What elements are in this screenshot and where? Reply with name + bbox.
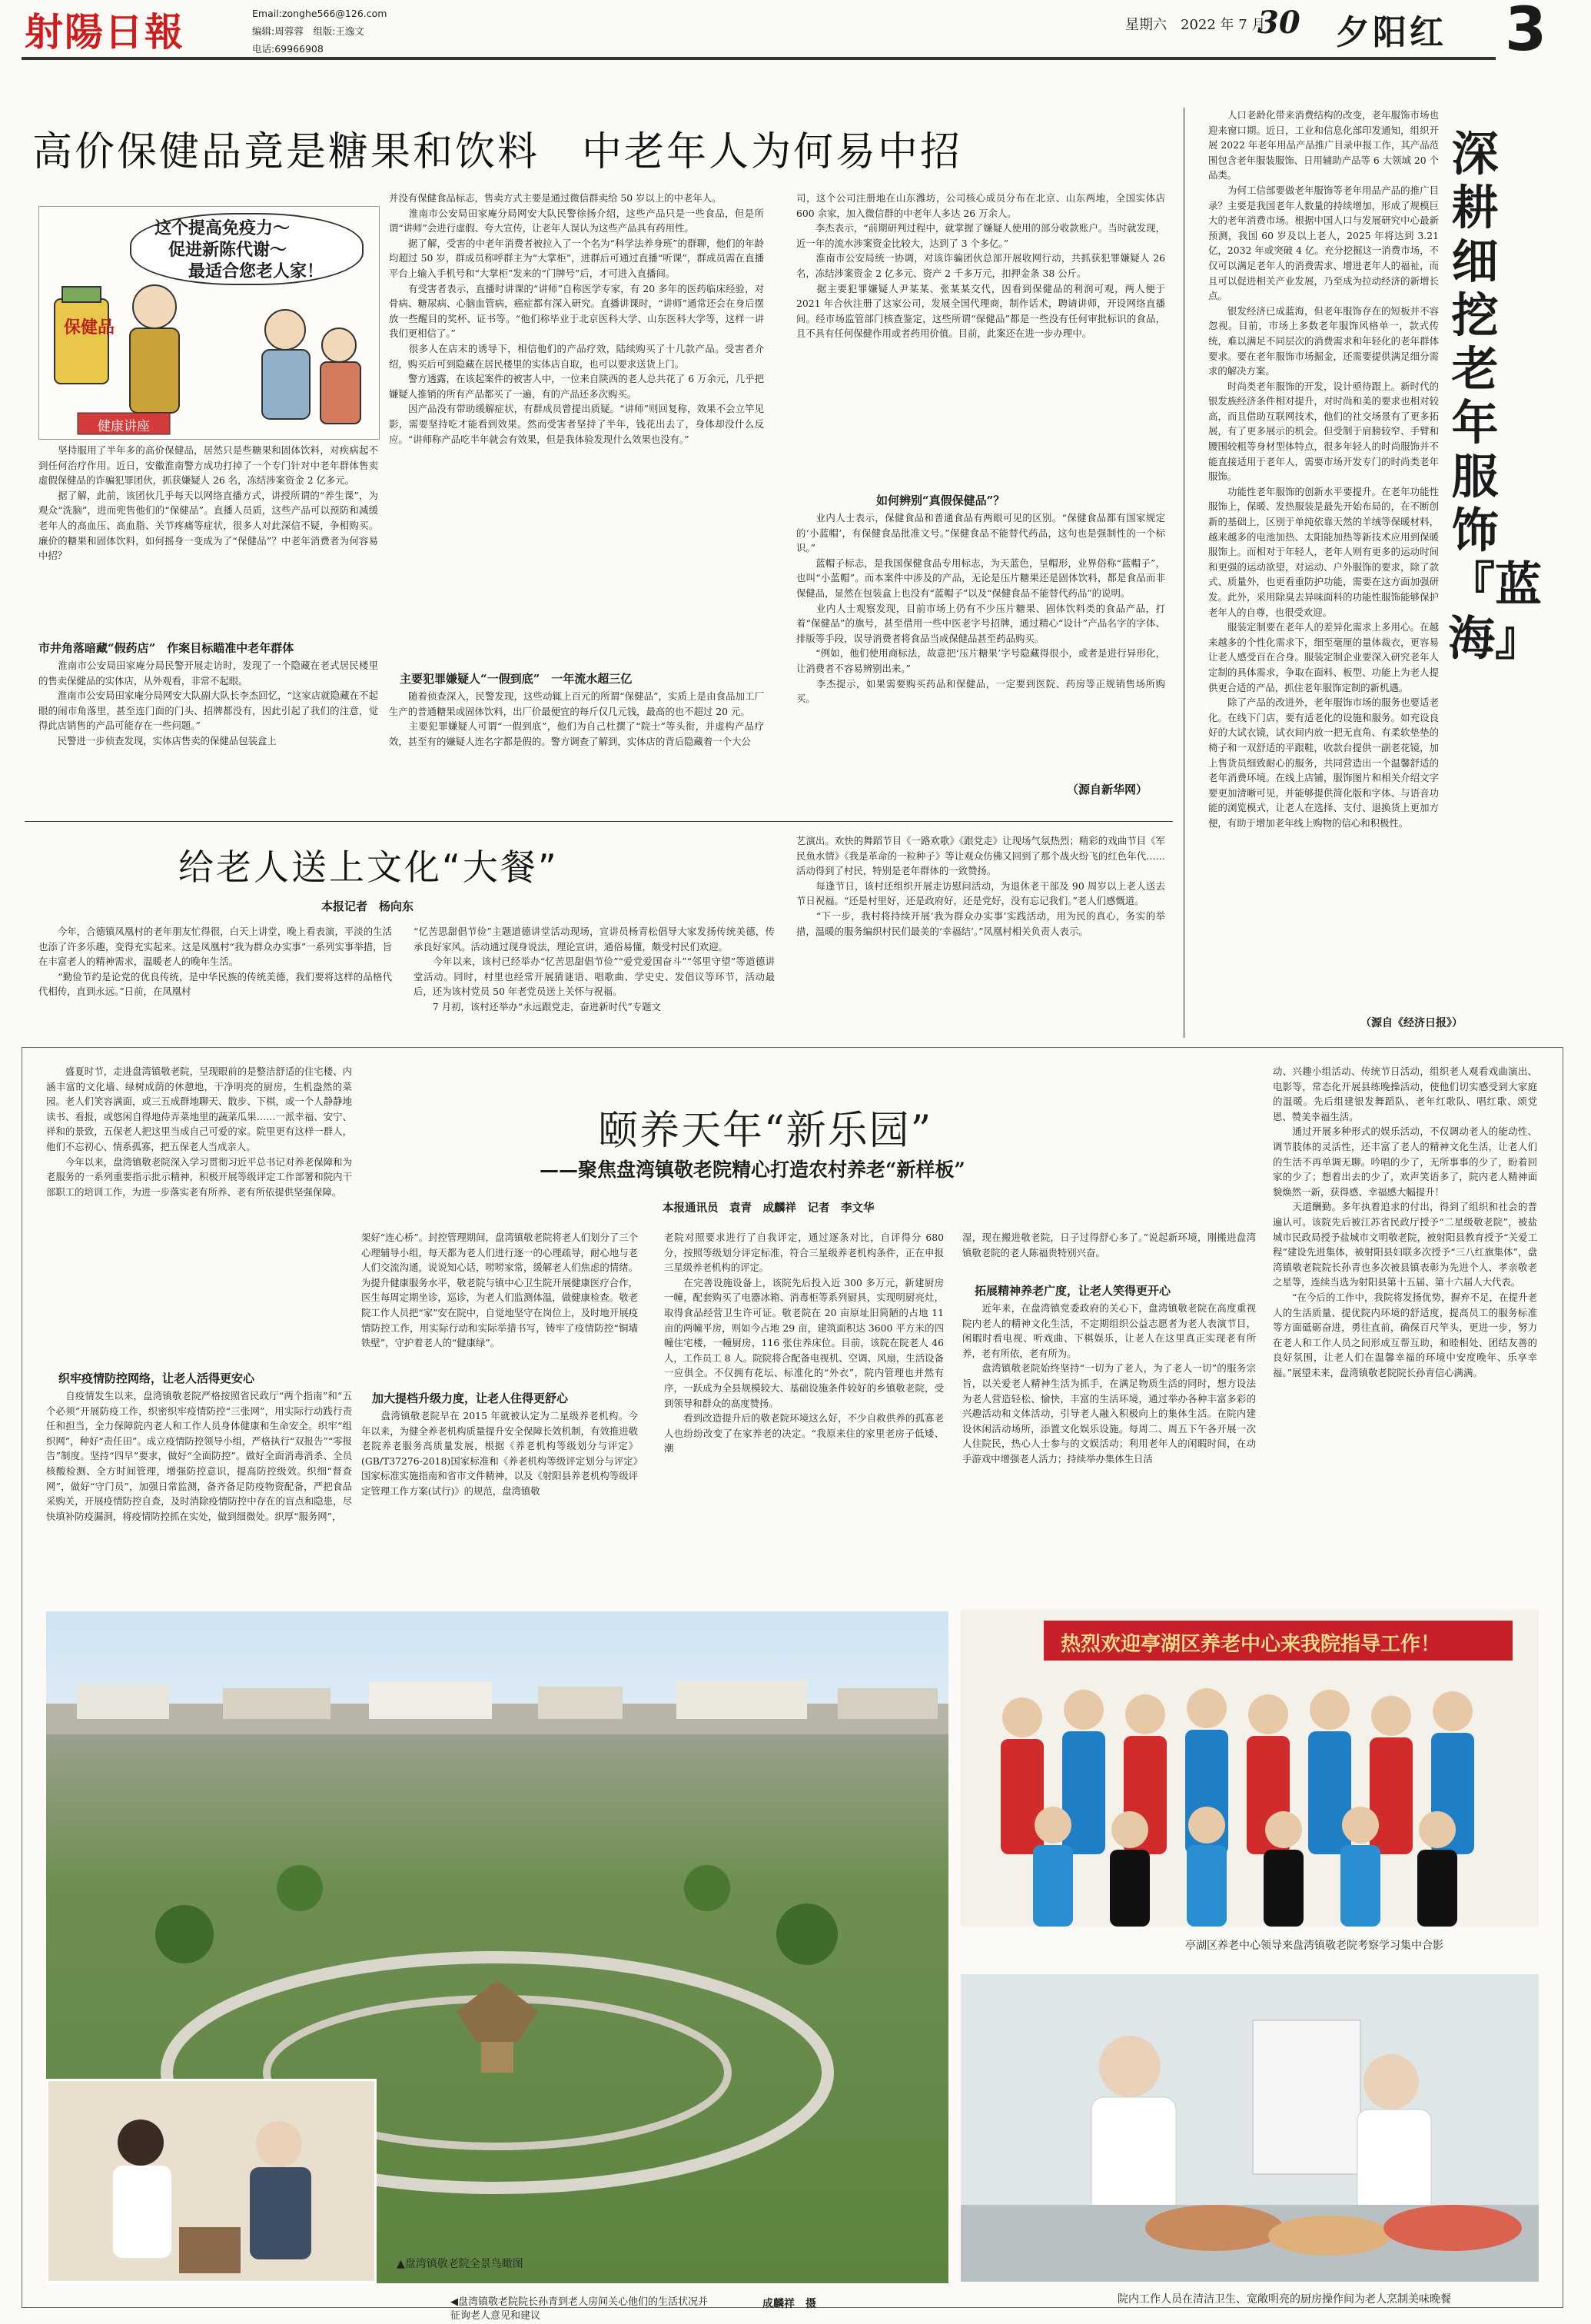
article1-col1: 坚持服用了半年多的高价保健品，居然只是些糖果和固体饮料，对疾病起不到任何治疗作用。近日，安徽淮南警方成功打掉了一个专门针对中老年群体售卖虚假保健品的诈骗犯罪团伙，抓获嫌疑人 26 名，冻结涉案资金 2 亿多元。 据了解，此前，该团伙几乎每天以网络直播方式，讲授所谓的“养生课”，为观众“洗脑”，进而兜售他们的“保健品”。直播人员质，这些产品可以预防和减缓老年人的高血压、高血脂、关节疼痛等症状，很多人对此深信不疑，争相购买。廉价的糖果和固体饮料，如何摇身一变成为了“保健品”？中老年消费者为何容易中招？: [38, 444, 378, 562]
article4-col4: 湿，现在搬进敬老院，日子过得舒心多了。”说起新环境，刚搬进盘湾镇敬老院的老人陈福贵特别兴奋。: [962, 1232, 1256, 1258]
article4-byline: 本报通讯员 袁青 成麟祥 记者 李文华: [663, 1202, 875, 1215]
article4-col3: 老院对照要求进行了自我评定，通过逐条对比，自评得分 680 分，按照等级划分评定标准，符合三星级养老机构条件，正在申报三星级养老机构的评定。 在完善设施设备上，该院先后投入近 300 多万元，新建厨房一幢，配套购买了电器冰箱、消毒柜等系列厨具，实现明厨亮灶，取得食品经营卫生许可证。敬老院在 20 亩原址旧简陋的占地 11 亩的两幢平房，则如今占地 29 亩，建筑面积达 3600 平方米的四幢住宅楼，一幢厨房，116 张住养床位。目前，该院在院老人 46 人，工作员工 8 人。院院将合配备电视机、空调、风扇，生活设备一应俱全。不仅拥有花坛、标准化的“外衣”，院内管理也并然有序，一跃成为全县规模较大、基础设施条件较好的乡镇敬老院，受到领导和群众的高度赞扬。 看到改造提升后的敬老院环境这么好，不少自救供养的孤寡老人也纷纷改变了在家养老的决定。“我原来住的家里老房子低矮、潮: [664, 1232, 944, 1455]
section-name: 夕阳红: [1336, 13, 1447, 52]
article1-col1b: 淮南市公安局田家庵分局民警开展走访时，发现了一个隐藏在老式居民楼里的售卖保健品的实体店，从外观看，非常不起眼。 淮南市公安局田家庵分局网安大队副大队长李杰回忆，“这家店就隐藏在不起眼的闹市角落里，甚至连门面的门头、招牌都没有，因此引起了我们的注意，觉得此店销售的产品可能存在一些问题。” 民警进一步侦查发现，实体店售卖的保健品包装盒上: [38, 660, 378, 746]
article4-col1b: 自疫情发生以来，盘湾镇敬老院严格按照省民政厅“两个指南”和“五个必须”开展防疫工作，织密织牢疫情防控“三张网”，用实际行动践行责任和担当，全力保障院内老人和工作人员身体健康和生命安全。织牢“组织网”，种好“责任田”。成立疫情防控领导小组，严格执行“双报告”“零报告”制度。坚持“四早”要求，做好“全面防控”。做好全面消毒消杀、全员核酸检测、全方时间管理，增强防控意识，提高防控级效。织细“督查网”，做好“守门员”，加强日常监测，备齐备足防疫物资配备，严把食品采购关，开展疫情防控自查，及时消除疫情防控中存在的盲点和隐患，尽快填补防疫漏洞，将疫情防控抓在实处，做到细微处。织厚“服务网”，: [46, 1390, 352, 1522]
article4-col2: 架好“连心桥”。封控管理期间，盘湾镇敬老院将老人们划分了三个心理辅导小组，每天都为老人们进行逐一的心理疏导，耐心地与老人们交流沟通，说说知心话，唠唠家常，缓解老人们焦虑的情绪。为提升健康服务水平，敬老院与镇中心卫生院开展健康医疗合作，医生每周定期坐诊，巡诊，为老人们监测体温，做健康检查。敬老院工作人员把“家”安在院中，自觉地坚守在岗位上，及时地开展疫情防控工作，用实际行动和实际举措书写，铸牢了疫情防控“铜墙铁壁”，守护着老人的“健康绿”。: [361, 1232, 638, 1349]
visit-scene: [48, 2081, 374, 2281]
article3-body: 人口老龄化带来消费结构的改变，老年服饰市场也迎来窗口期。近日，工业和信息化部印发通知，组织开展 2022 年老年用品产品推广目录申报工作，其产品范围包含老年服装服饰、日用辅助产品等 6 大领域 20 个品类。 为何工信部要做老年服饰等老年用品产品的推广目录？主要是我国老年人数量的持续增加，形成了规模巨大的老年消费市场。根据中国人口与发展研究中心最新预测，我国 60 岁及以上老人，2025 年将达到 3.21 亿，2032 年或突破 4 亿。充分挖掘这一消费市场，不仅可以满足老年人的消费需求、增进老年人的福祉，而且可以促进相关产业发展，乃至成为拉动经济的新增长点。 银发经济已成蓝海，但老年服饰存在的短板并不容忽视。目前，市场上多数老年服饰风格单一，款式传统，难以满足不同层次的消费需求和年轻化的老年群体要求。要在老年服饰市场掘金，还需要提供满足细分需求的解决方案。 时尚类老年服饰的开发，设计亟待跟上。新时代的银发族经济条件相对提升，对时尚和美的要求也相对较高，而且借助互联网技术，他们的社交场景有了更多拓展，有了更多展示的机会。但受制于肩膀较窄、手臂和腰围较粗等身材型体特点，很多年轻人的时尚服饰并不能直接适用于老年人，需要市场开发专门的时尚类老年服饰。 功能性老年服饰的创新水平要提升。在老年功能性服饰上，保暖、发热服装是最先开始布局的，在不断创新的基础上，区别于单纯依靠天然的羊绒等保暖材料，越来越多的电池加热、太阳能加热等新技术应用到保暖服饰上。而相对于年轻人，老年人则有更多的运动时间和更强的运动欲望，对运动、户外服饰的要求，除了款式、质量外，也更看重防护功能，需要在这方面加强研发。此外，采用除臭去异味面料的功能性服饰能够保护老年人的自尊，也很受欢迎。 服装定制要在老年人的差异化需求上多用心。在越来越多的个性化需求下，细至毫厘的量体裁衣，更容易让老人感受百在合身。服装定制企业要深入研究老年人定制的具体需求，争取在面料、板型、功能上为老人提供更合适的产品，抓住老年服饰定制的新机遇。 除了产品的改进外，老年服饰市场的服务也要适老化。在线下门店，要有适老化的设施和服务。如充设良好的大试衣镜，试衣间内放一把无直角、有柔软垫垫的椅子和一双舒适的平跟鞋，收款台提供一副老花镜，加上售货员细致耐心的服务，共同营造出一个温馨舒适的老年消费环境。在线上店铺，服饰图片和相关介绍文字要更加清晰可见，并能够提供简化版和字体、与语音功能的浏览模式，让老人在选择、支付、退换货上更加方便，有助于增加老年线上购物的信心和积极性。: [1208, 109, 1439, 829]
article4-subhead3: 拓展精神养老广度，让老人笑得更开心: [975, 1284, 1171, 1298]
article4-col4b: 近年来，在盘湾镇党委政府的关心下，盘湾镇敬老院在高度重视院内老人的精神文化生活，不定期组织公益志愿者为老人表演节目，闲暇时看电视、听戏曲、下棋娱乐，让老人在这里真正实现老有所养，老有所依，老有所为。 盘湾镇敬老院始终坚持“一切为了老人，为了老人一切”的服务宗旨，以关爱老人精神生活为抓手，在满足物质生活的同时，想方设法为老人营造轻松、愉快，丰富的生活环境，通过举办各种丰富多彩的兴趣活动和文体活动，引导老人融入积极向上的集体生活。在院内建设休闲活动场所，添置文化娱乐设施。每周二、周五下午各开展一次人住院民，热心人士参与的文娱活动；利用老年人的闲暇时间，在动手游戏中增强老人活力；持续举办集体生日活: [962, 1302, 1256, 1465]
article4-subhead2: 加大提档升级力度，让老人住得更舒心: [372, 1391, 569, 1405]
article4-col1: 盛夏时节，走进盘湾镇敬老院，呈现眼前的是整洁舒适的住宅楼、内涵丰富的文化墙、绿树成荫的休憩地，干净明亮的厨房，生机盎然的菜园。老人们笑容满面，或三五成群地聊天、散步、下棋，或一个人静静地读书、看报，或悠闲自得地侍弄菜地里的蔬菜瓜果……一派幸福、安宁、祥和的景致，五保老人把这里当成自己可爱的家。院里更有这样一群人，他们不忘初心、情系孤寡，把五保老人当成亲人。 今年以来，盘湾镇敬老院深入学习贯彻习近平总书记对养老保障和为老服务的一系列重要指示批示精神，积极开展等级评定工作部署和院内干部职工的培训工作，为进一步落实老有所养、老有所依提供坚强保障。: [46, 1066, 352, 1198]
article2-col3: 艺演出。欢快的舞蹈节目《一路欢歌》《跟党走》让现场气氛热烈；精彩的戏曲节目《军民鱼水情》《我是革命的一粒种子》等让观众仿佛又回到了那个战火纷飞的红色年代……活动得到了村民，特别是老年群体的一致赞扬。 每逢节日，该村还组织开展走访慰问活动，为退休老干部及 90 周岁以上老人送去节日祝福。“还是村里好，还是政府好，还是党好，没有忘记我们。”老人们感慨道。 “下一步，我村将持续开展‘我为群众办实事’实践活动，用为民的真心，务实的举措，温暖的服务编织村民们最美的‘幸福结’。”凤凰村相关负责人表示。: [796, 835, 1165, 937]
health-lecture-cartoon: [38, 206, 380, 440]
article1-subhead1: 市井角落暗藏“假药店” 作案目标瞄准中老年群体: [38, 641, 294, 655]
article4-col2b: 盘湾镇敬老院早在 2015 年就被认定为二星级养老机构。今年以来，为健全养老机构质量提升安全保障长效机制，有效推进敬老院养老服务高质量发展，根据《养老机构等级划分与评定》(GB/T37276-2018)国家标准和《养老机构等级评定划分与评定》国家标准实施指南和省市文件精神，以及《射阳县养老机构等级评定管理工作方案(试行)》的规范，盘湾镇敬: [361, 1410, 638, 1497]
masthead-email: Email:zonghe566@126.com: [252, 8, 387, 19]
issue-date: 星期六 2022 年 7 月: [1125, 17, 1266, 33]
page-number: 3: [1505, 0, 1547, 65]
article4-subtitle: ——聚焦盘湾镇敬老院精心打造农村养老“新样板”: [540, 1159, 965, 1181]
speech-text: 这个提高免疫力～ 促进新陈代谢～ 最适合您老人家！: [154, 218, 324, 281]
group-people: [961, 1671, 1539, 1927]
article1-col3: 司，这个公司注册地在山东潍坊，公司核心成员分布在北京、山东两地，全国实体店 600 余家，加入微信群的中老年人多达 26 万余人。 李杰表示，“前期研判过程中，就掌握了嫌疑人使用的部分收款账户。当时就发现，近一年的流水涉案资金比较大，达到了 3 个多亿。” 淮南市公安局统一协调，对该诈骗团伙总部开展收网行动，共抓获犯罪嫌疑人 26 名，冻结涉案资金 2 亿多元、资产 2 千多万元，扣押金条 38 公斤。 据主要犯罪嫌疑人尹某某、张某某交代，因看到保健品的利润可观，两人便于 2021 年合伙注册了这家公司，发展全国代理商，制作话术，聘请讲师，开设网络直播间。经市场监管部门核查鉴定，这些所谓“保健品”都是一些没有任何审批标识的食品，且不具有任何保健作用或者药用价值。目前，此案还在进一步办理中。: [796, 192, 1165, 340]
article3-source: （源自《经济日报》）: [1360, 1017, 1463, 1029]
caption-visit: ◀盘湾镇敬老院院长孙青到老人房间关心他们的生活状况并征询老人意见和建议: [450, 2296, 708, 2322]
article2-byline: 本报记者 杨向东: [321, 899, 414, 913]
article4-subhead1: 织牢疫情防控网络，让老人活得更安心: [58, 1371, 255, 1385]
masthead-phone: 电话:69966908: [252, 43, 324, 55]
cartoon-box-label: 保健品: [63, 318, 115, 337]
photo-kitchen: [961, 1974, 1539, 2282]
divider: [25, 821, 1173, 822]
caption-kitchen: 院内工作人员在清洁卫生、宽敞明亮的厨房操作间为老人烹制美味晚餐: [1118, 2293, 1451, 2306]
article1-col2b: 随着侦查深入，民警发现，这些动辄上百元的所谓“保健品”，实质上是由食品加工厂生产的普通糖果或固体饮料，出厂价最便宜的每斤仅几元钱，最高的也不超过 20 元。 主要犯罪嫌疑人可谓“一假到底”，他们为自己杜撰了“院士”等头衔，并虚构产品疗效，甚至有的嫌疑人连名字都是假的。警方调查了解到，实体店的背后隐藏着一个大公: [389, 690, 764, 747]
photo-aerial-view: [46, 1611, 948, 2283]
masthead-rule: [22, 57, 1496, 60]
welcome-banner-text: 热烈欢迎亭湖区养老中心来我院指导工作！: [1061, 1633, 1441, 1656]
photo-credit: 成麟祥 摄: [762, 2298, 816, 2310]
photo-group: [961, 1610, 1539, 1927]
article2-col2: “忆苦思甜倡节俭”主题道德讲堂活动现场，宣讲员杨青松倡导大家发扬传统美德，传承良好家风。活动通过现身说法，理论宣讲，通俗易懂，颇受村民们欢迎。 今年以来，该村已经举办“忆苦思甜倡节俭”“爱党爱国奋斗”“邻里守望”等道德讲堂活动。同时，村里也经常开展猜谜语、唱歌曲、学史史、发倡议等环节，活动最后，还为该村党员 50 年老党员送上关怀与祝福。 7 月初，该村还举办“永远跟党走，奋进新时代”专题文: [414, 926, 775, 1012]
photo-visit-inset: [46, 2079, 377, 2283]
article4-col5: 动、兴趣小组活动、传统节日活动，组织老人观看戏曲演出、电影等，常态化开展县练晚操活动，使他们切实感受到大家庭的温暖。先后组建银发舞蹈队、老年红歌队、唱红歌、颂党恩、赞美幸福生活。 通过开展多种形式的娱乐活动，不仅调动老人的能动性、调节肢体的灵活性，还丰富了老人的精神文化生活，让老人们的生活不再单调无聊。吟唱的少了，无所事事的少了，盼着回家的少了；想着出去的少了，欢声笑语多了，院内老人精神面貌焕然一新，获得感、幸福感大幅提升！ 天道酬勤。多年执着追求的付出，得到了组织和社会的普遍认可。该院先后被江苏省民政厅授予“二星级敬老院”，被盐城市民政局授予盐城市文明敬老院，被射阳县教育授予“关爱工程”建设先进集体，被射阳县妇联多次授予“三八红旗集体”，盘湾镇敬老院院长孙青也多次被县镇表彰为先进个人、孝亲敬老之星等，连续当选为射阳县第十五届、第十六届人大代表。 “在今后的工作中，我院将发扬优势，摒弃不足，在提升老人的生活质量、提优院内环境的舒适度，提高员工的服务标准等方面砥砺奋进，勇往直前，确保百尺竿头，更进一步，努力在老人和工作人员之间形成互帮互助，和睦相处、团结友善的良好氛围，让老人们在温馨幸福的环境中安度晚年、乐享幸福。”展望未来，盘湾镇敬老院院长孙青信心满满。: [1273, 1066, 1537, 1378]
article3-vertical-headline: 深耕细挖老年服饰『蓝海』: [1448, 127, 1543, 666]
cartoon-sign-label: 健康讲座: [98, 419, 150, 434]
masthead-info: [252, 5, 387, 58]
article2-col1: 今年，合德镇凤凰村的老年朋友忙得很，白天上讲堂，晚上看表演，平淡的生活也添了许多乐趣，变得充实起来。这是凤凰村“我为群众办实事”一系列实事举措，旨在丰富老人的精神需求，温暖老人的晚年生活。 “勤俭节约是论党的优良传统，是中华民族的传统美德，我们要将这样的品格代代相传，直到永远。”日前，在凤凰村: [38, 926, 392, 998]
masthead-editors: 编辑:周蓉蓉 组版:王逸文: [252, 25, 364, 37]
article1-col3b: 业内人士表示，保健食品和普通食品有两眼可见的区别。“保健食品都有国家规定的‘小蓝帽’，有保健食品批准文号。”保健食品不能替代药品，这句也是强制性的一个标识。” 蓝帽子标志，是我国保健食品专用标志，为天蓝色，呈帽形，业界俗称“蓝帽子”，也叫“小蓝帽”。而本案件中涉及的产品，无论是压片糖果还是固体饮料，都是食品而非保健品，显然在包装盒上也没有“蓝帽子”以及“保健食品不能替代药品”的说明。 业内人士观察发现，目前市场上仍有不少压片糖果、固体饮料类的食品产品，打着“保健品”的旗号，甚至借用一些中医老字号招牌，通过精心“设计”产品名字的字体、排版等手段，误导消费者将食品当成保健品甚至药品购买。 “例如，他们使用商标法，故意把‘压片糖果’字号隐藏得很小，或者是进行异形化，让消费者不容易辨别出来。” 李杰提示，如果需要购买药品和保健品，一定要到医院、药房等正规销售场所购买。: [796, 512, 1165, 705]
issue-day: 30: [1257, 5, 1300, 41]
caption-aerial: ▲盘湾镇敬老院全景鸟瞰图: [397, 2258, 523, 2270]
article2-headline: 给老人送上文化“大餐”: [178, 846, 559, 888]
caption-group: 亭湖区养老中心领导来盘湾镇敬老院考察学习集中合影: [1185, 1940, 1443, 1952]
article1-source: （源自新华网）: [1067, 783, 1148, 796]
article1-col2: 并没有保健食品标志，售卖方式主要是通过微信群卖给 50 岁以上的中老年人。 淮南市公安局田家庵分局网安大队民警徐扬介绍，这些产品只是一些食品，但是所谓“讲师”会进行虚假、夸大宣传，让老年人误认为这些产品具有药用性。 据了解，受害的中老年消费者被拉入了一个名为“科学法养身班”的群聊，他们的年龄均超过 50 岁，群成员称呼群主为“大掌柜”，进群后可通过直播“听课”，群成员需在直播平台上输入手机号和“大掌柜”发来的“门牌号”后，才可进入直播间。 有受害者表示，直播时讲课的“讲师”自称医学专家，有 20 多年的医药临床经验，对骨病、糖尿病、心脑血管病，癌症都有深入研究。直播讲课时，“讲师”通常还会在身后摆放一些醒目的奖杯、证书等。“他们称毕业于北京医科大学、山东医科大学等，这样一讲我们更相信了。” 很多人在店末的诱导下，相信他们的产品疗效，陆续购买了十几款产品。受害者介绍，购买后可到隐藏在居民楼里的实体店自取，也可以要求送货上门。 警方透露，在该起案件的被害人中，一位来自陕西的老人总共花了 6 万余元，几乎把嫌疑人推销的所有产品都买了一遍，有的产品还多次购买。 因产品没有带助缓解症状，有群成员曾提出质疑。“讲师”则回复称，效果不会立竿见影，需要坚持吃才能看到效果。然而受害者坚持了半年，钱花出去了，身体却没什么反应。“讲师称产品吃半年就会有效果，但是我体验发现什么效果也没有。”: [389, 192, 764, 445]
kitchen-scene: [961, 1974, 1539, 2282]
article1-subhead2: 主要犯罪嫌疑人“一假到底” 一年流水超三亿: [400, 672, 633, 686]
article1-headline: 高价保健品竟是糖果和饮料 中老年人为何易中招: [32, 129, 963, 175]
article4-headline: 颐养天年“新乐园”: [598, 1108, 933, 1154]
article1-subhead3: 如何辨别“真假保健品”？: [876, 494, 1005, 507]
newspaper-logo: 射陽日報: [25, 9, 184, 55]
